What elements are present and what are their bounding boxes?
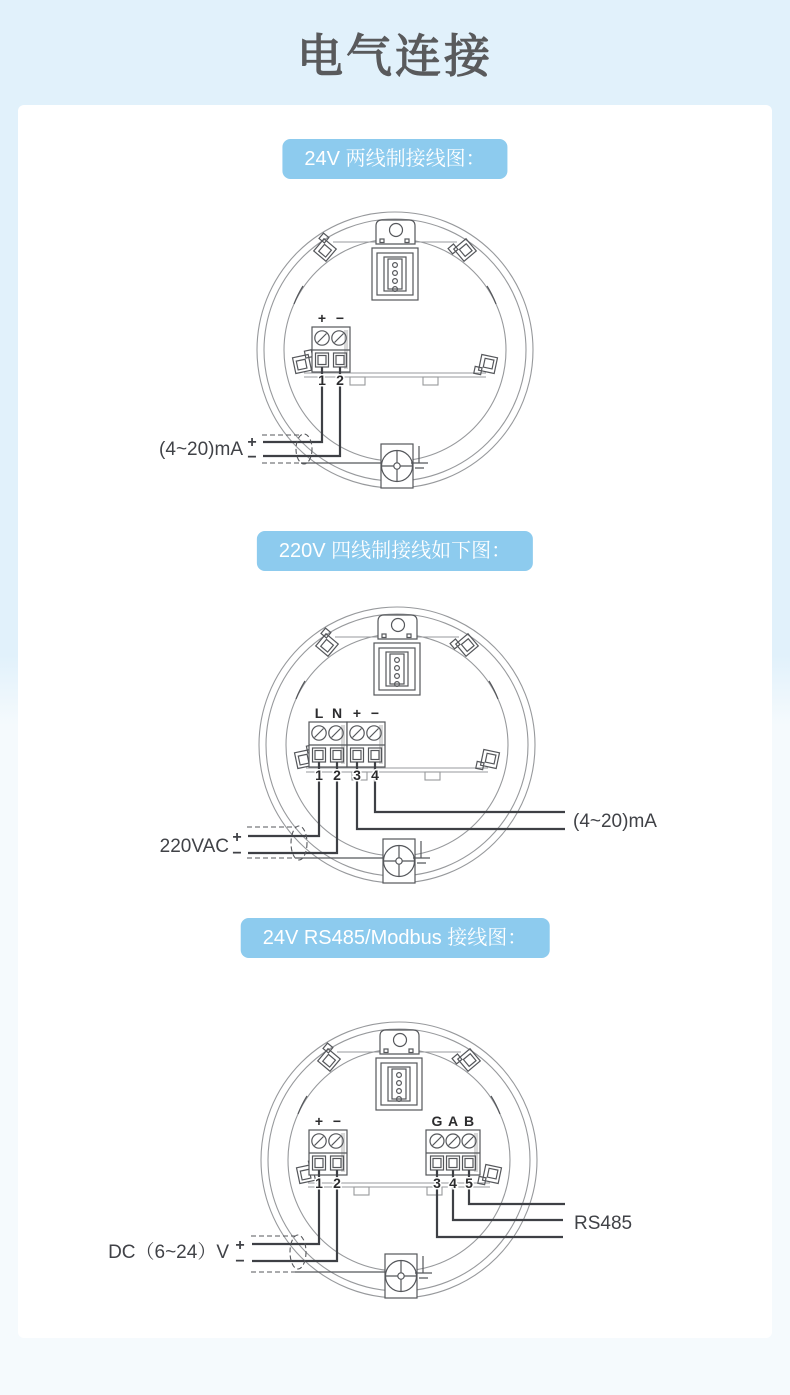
wiring-diagram-24v-rs485 — [18, 1005, 772, 1315]
badge-24v-rs485: 24V RS485/Modbus 接线图： — [241, 918, 550, 958]
terminal-number: 3 — [353, 767, 361, 783]
terminal-number: 1 — [315, 1175, 323, 1191]
terminal-number: 1 — [318, 372, 326, 388]
power-terminal-block — [312, 327, 350, 372]
label-current-loop: (4~20)mA — [573, 811, 657, 832]
terminal-label: B — [463, 1113, 475, 1129]
signal-terminal-block — [347, 722, 385, 767]
terminal-label: − — [332, 1113, 342, 1129]
terminal-number: 4 — [371, 767, 379, 783]
label-mains: 220VAC — [159, 836, 229, 857]
label-plus: + — [247, 434, 257, 451]
badge-220v-four-wire: 220V 四线制接线如下图： — [257, 531, 533, 571]
content-card — [18, 105, 772, 1338]
wiring-diagram-220v-four-wire — [18, 590, 772, 900]
wire-minus — [252, 1170, 337, 1261]
terminal-label: A — [447, 1113, 459, 1129]
wire-line — [248, 762, 319, 836]
label-current-loop: (4~20)mA — [159, 439, 243, 460]
label-minus: − — [235, 1253, 245, 1270]
label-minus: − — [247, 449, 257, 466]
terminal-number: 3 — [433, 1175, 441, 1191]
terminal-number: 4 — [449, 1175, 457, 1191]
transmitter-housing — [261, 1022, 537, 1298]
terminal-label: − — [370, 705, 380, 721]
transmitter-housing — [257, 212, 533, 488]
label-dc-supply: DC（6~24）V — [108, 1242, 229, 1263]
wiring-diagram-24v-two-wire — [18, 195, 772, 505]
terminal-number: 2 — [333, 1175, 341, 1191]
wire-neutral — [248, 762, 337, 853]
label-rs485: RS485 — [574, 1213, 633, 1234]
mains-terminal-block — [309, 722, 347, 767]
label-plus: + — [235, 1237, 245, 1254]
rs485-terminal-block — [426, 1130, 480, 1175]
power-terminal-block — [309, 1130, 347, 1175]
terminal-label: + — [314, 1113, 324, 1129]
terminal-label: G — [431, 1113, 443, 1129]
terminal-label: + — [352, 705, 362, 721]
terminal-label: N — [331, 705, 343, 721]
terminal-number: 1 — [315, 767, 323, 783]
page-title: 电气连接 — [297, 29, 493, 82]
label-plus: + — [232, 829, 242, 846]
wire-signal-minus — [375, 762, 565, 812]
terminal-label: − — [335, 310, 345, 326]
terminal-number: 2 — [336, 372, 344, 388]
cable-gland — [290, 1235, 306, 1269]
label-minus: − — [232, 845, 242, 862]
terminal-label: + — [317, 310, 327, 326]
transmitter-housing — [259, 607, 535, 883]
page-header — [0, 0, 790, 105]
terminal-label: L — [314, 705, 324, 721]
badge-24v-two-wire: 24V 两线制接线图： — [282, 139, 507, 179]
terminal-number: 2 — [333, 767, 341, 783]
terminal-number: 5 — [465, 1175, 473, 1191]
